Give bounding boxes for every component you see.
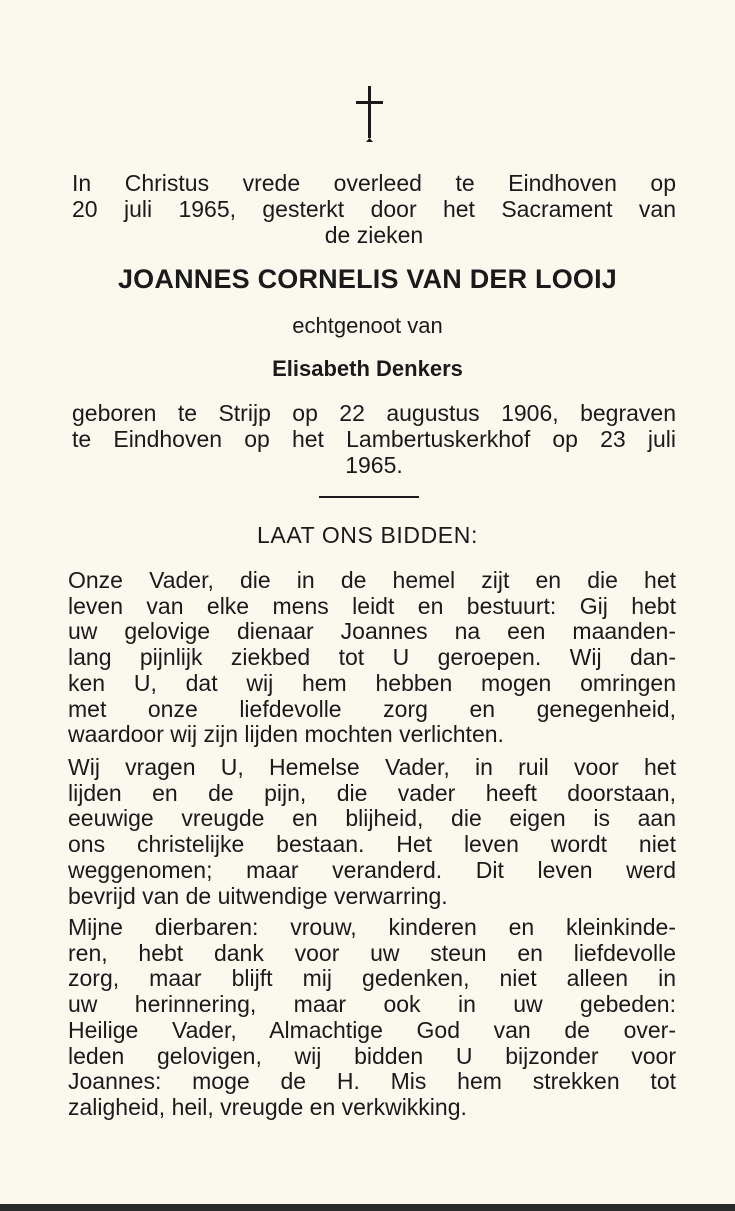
prayer-line: zaligheid, heil, vreugde en verkwikking.: [68, 1094, 467, 1120]
prayer-line: eeuwige vreugde en blijheid, die eigen is aan: [68, 806, 676, 832]
birth-burial-line: te Eindhoven op het Lambertuskerkhof op 23 juli: [72, 426, 676, 452]
prayer-line: Wij vragen U, Hemelse Vader, in ruil voor het: [68, 755, 676, 780]
prayer-line: zorg, maar blijft mij gedenken, niet alleen in: [68, 966, 676, 992]
death-notice-line: 20 juli 1965, gesterkt door het Sacrament van: [72, 196, 676, 222]
prayer-line: ren, hebt dank voor uw steun en liefdevolle: [68, 940, 676, 966]
prayer-line: weggenomen; maar veranderd. Dit leven werd: [68, 857, 676, 883]
divider: [319, 496, 419, 498]
prayer-line: ken U, dat wij hem hebben mogen omringen: [68, 670, 676, 696]
birth-burial-line: geboren te Strijp op 22 augustus 1906, begraven: [72, 400, 676, 426]
death-notice-line: de zieken: [324, 222, 424, 248]
card-bottom-edge: [0, 1204, 735, 1211]
death-notice: [72, 170, 676, 248]
prayer-line: leden gelovigen, wij bidden U bijzonder voor: [68, 1043, 676, 1069]
birth-burial-line: 1965.: [345, 452, 403, 478]
prayer-line: Mijne dierbaren: vrouw, kinderen en kleinkinde-: [68, 915, 676, 940]
prayer-paragraph-3: [68, 915, 676, 1121]
prayer-line: waardoor wij zijn lijden mochten verlichten.: [68, 722, 504, 748]
prayer-line: uw gelovige dienaar Joannes na een maanden-: [68, 619, 676, 645]
prayer-line: Joannes: moge de H. Mis hem strekken tot: [68, 1069, 676, 1095]
cross-icon: [350, 84, 390, 144]
prayer-line: ons christelijke bestaan. Het leven wordt niet: [68, 832, 676, 858]
deceased-name: JOANNES CORNELIS VAN DER LOOIJ: [117, 264, 618, 294]
prayer-line: met onze liefdevolle zorg en genegenheid,: [68, 696, 676, 722]
birth-burial-notice: [72, 400, 676, 478]
prayer-line: Onze Vader, die in de hemel zijt en die het: [68, 568, 676, 593]
prayer-heading: LAAT ONS BIDDEN:: [257, 522, 478, 548]
prayer-paragraph-2: [68, 755, 676, 909]
death-notice-line: In Christus vrede overleed te Eindhoven op: [72, 170, 676, 196]
prayer-line: lijden en de pijn, die vader heeft doorstaan,: [68, 780, 676, 806]
prayer-line: leven van elke mens leidt en bestuurt: Gij hebt: [68, 593, 676, 619]
spouse-name: Elisabeth Denkers: [272, 356, 463, 381]
prayer-line: Heilige Vader, Almachtige God van de over-: [68, 1017, 676, 1043]
spouse-label: echtgenoot van: [292, 313, 443, 338]
prayer-line: lang pijnlijk ziekbed tot U geroepen. Wij dan-: [68, 645, 676, 671]
prayer-line: uw herinnering, maar ook in uw gebeden:: [68, 992, 676, 1018]
prayer-line: bevrijd van de uitwendige verwarring.: [68, 883, 448, 909]
prayer-paragraph-1: [68, 568, 676, 748]
